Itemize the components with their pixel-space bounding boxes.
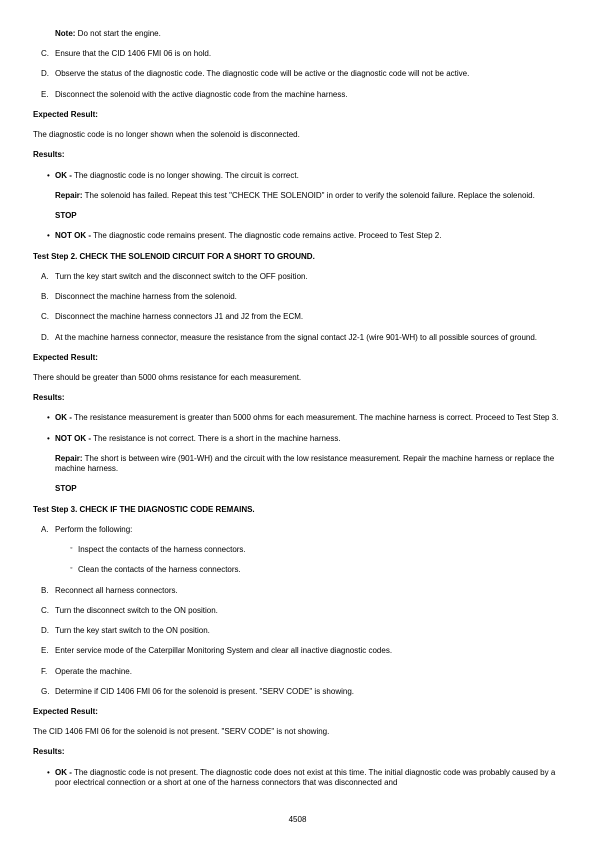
results-heading: Results: bbox=[33, 747, 65, 757]
list-item-text: Perform the following: bbox=[55, 524, 133, 534]
list-marker: B. bbox=[41, 585, 49, 595]
ok-label: OK - bbox=[55, 170, 72, 180]
list-item bbox=[33, 606, 563, 616]
bullet-icon: • bbox=[47, 767, 50, 777]
list-item bbox=[33, 69, 563, 79]
bullet-icon: • bbox=[47, 170, 50, 180]
list-marker: C. bbox=[41, 605, 49, 615]
not-ok-text: The diagnostic code remains present. The diagnostic code remains active. Proceed to Test Step 2. bbox=[91, 231, 442, 241]
ok-text: The diagnostic code is no longer showing. The circuit is correct. bbox=[71, 170, 299, 180]
stop-label: STOP bbox=[55, 211, 77, 221]
not-ok-label: NOT OK - bbox=[55, 231, 91, 241]
step3-heading: Test Step 3. CHECK IF THE DIAGNOSTIC CODE REMAINS. bbox=[33, 504, 255, 514]
list-item bbox=[33, 667, 563, 677]
circle-bullet-icon: ◦ bbox=[70, 565, 73, 573]
list-marker: D. bbox=[41, 69, 49, 79]
repair-label: Repair: bbox=[55, 190, 83, 200]
ok-text: The resistance measurement is greater than 5000 ohms for each measurement. The machine harness is correct. Proceed to Test Step 3. bbox=[71, 413, 559, 423]
list-item-text: Turn the key start switch and the disconnect switch to the OFF position. bbox=[55, 271, 308, 281]
list-item bbox=[33, 586, 563, 596]
list-item bbox=[33, 646, 563, 656]
expected-result-text: There should be greater than 5000 ohms resistance for each measurement. bbox=[33, 372, 302, 382]
note bbox=[55, 29, 563, 39]
ok-text: The diagnostic code is not present. The diagnostic code does not exist at this time. The initial diagnostic code was probably caused by a poor electrical connection or a short at one of the harness connectors that was disconnected and bbox=[55, 767, 556, 787]
repair-text: The solenoid has failed. Repeat this test "CHECK THE SOLENOID" in order to verify the solenoid failure. Replace the solenoid. bbox=[82, 190, 535, 200]
note-text: Do not start the engine. bbox=[75, 29, 161, 38]
list-item bbox=[33, 626, 563, 636]
list-item bbox=[33, 687, 563, 697]
list-item-text: Disconnect the machine harness connectors J1 and J2 from the ECM. bbox=[55, 312, 304, 322]
list-item bbox=[33, 333, 563, 343]
result-ok bbox=[33, 768, 563, 788]
list-item-text: Turn the key start switch to the ON position. bbox=[55, 626, 210, 636]
list-item-text: Observe the status of the diagnostic code. The diagnostic code will be active or the diagnostic code will not be active. bbox=[55, 69, 470, 79]
sub-list-item-text: Inspect the contacts of the harness connectors. bbox=[78, 545, 246, 555]
list-marker: E. bbox=[41, 646, 49, 656]
list-item bbox=[33, 272, 563, 282]
sub-list-item bbox=[33, 565, 563, 575]
list-marker: B. bbox=[41, 292, 49, 302]
list-item bbox=[33, 49, 563, 59]
expected-result-text: The diagnostic code is no longer shown when the solenoid is disconnected. bbox=[33, 130, 300, 140]
result-ok bbox=[33, 171, 563, 181]
page-number: 4508 bbox=[288, 815, 307, 824]
step2-heading: Test Step 2. CHECK THE SOLENOID CIRCUIT FOR A SHORT TO GROUND. bbox=[33, 251, 315, 261]
stop-label: STOP bbox=[55, 484, 77, 494]
sub-list-item-text: Clean the contacts of the harness connectors. bbox=[78, 565, 241, 575]
list-item-text: Ensure that the CID 1406 FMI 06 is on hold. bbox=[55, 49, 212, 59]
results-heading: Results: bbox=[33, 393, 65, 403]
result-not-ok bbox=[33, 434, 563, 444]
note-label: Note: bbox=[55, 29, 76, 38]
expected-result-text: The CID 1406 FMI 06 for the solenoid is not present. "SERV CODE" is not showing. bbox=[33, 727, 330, 737]
result-ok bbox=[33, 413, 563, 423]
list-item-text: Operate the machine. bbox=[55, 666, 132, 676]
repair-label: Repair: bbox=[55, 453, 83, 463]
repair-text: The short is between wire (901-WH) and the circuit with the low resistance measurement. Repair the machine harness or replace the machine harness. bbox=[55, 453, 555, 474]
list-marker: G. bbox=[41, 686, 50, 696]
expected-result-heading: Expected Result: bbox=[33, 352, 98, 362]
list-marker: C. bbox=[41, 49, 49, 59]
step1-list bbox=[33, 49, 563, 100]
result-not-ok bbox=[33, 231, 563, 241]
list-item bbox=[33, 292, 563, 302]
ok-label: OK - bbox=[55, 413, 72, 423]
list-marker: A. bbox=[41, 524, 49, 534]
step2-list bbox=[33, 272, 563, 343]
list-item bbox=[33, 525, 563, 535]
bullet-icon: • bbox=[47, 231, 50, 241]
ok-label: OK - bbox=[55, 767, 72, 777]
results-heading: Results: bbox=[33, 150, 65, 160]
list-item-text: Determine if CID 1406 FMI 06 for the solenoid is present. "SERV CODE" is showing. bbox=[55, 686, 354, 696]
not-ok-label: NOT OK - bbox=[55, 433, 91, 443]
repair-note bbox=[55, 454, 563, 474]
list-marker: A. bbox=[41, 271, 49, 281]
list-marker: D. bbox=[41, 332, 49, 342]
step3-list bbox=[33, 586, 563, 697]
list-marker: C. bbox=[41, 312, 49, 322]
list-item-text: Turn the disconnect switch to the ON position. bbox=[55, 605, 218, 615]
list-item bbox=[33, 312, 563, 322]
repair-note bbox=[55, 191, 563, 201]
bullet-icon: • bbox=[47, 413, 50, 423]
not-ok-text: The resistance is not correct. There is a short in the machine harness. bbox=[91, 433, 341, 443]
list-item-text: Disconnect the solenoid with the active diagnostic code from the machine harness. bbox=[55, 89, 348, 99]
list-item-text: Disconnect the machine harness from the solenoid. bbox=[55, 292, 237, 302]
list-marker: D. bbox=[41, 626, 49, 636]
list-item-text: Reconnect all harness connectors. bbox=[55, 585, 178, 595]
sub-list-item bbox=[33, 545, 563, 555]
list-marker: E. bbox=[41, 89, 49, 99]
list-marker: F. bbox=[41, 666, 48, 676]
bullet-icon: • bbox=[47, 433, 50, 443]
list-item-text: At the machine harness connector, measure the resistance from the signal contact J2-1 (wire 901-WH) to all possible sources of ground. bbox=[55, 332, 538, 342]
circle-bullet-icon: ◦ bbox=[70, 545, 73, 553]
list-item bbox=[33, 90, 563, 100]
expected-result-heading: Expected Result: bbox=[33, 109, 98, 119]
document-body bbox=[33, 29, 563, 798]
expected-result-heading: Expected Result: bbox=[33, 706, 98, 716]
list-item-text: Enter service mode of the Caterpillar Monitoring System and clear all inactive diagnostic codes. bbox=[55, 646, 393, 656]
